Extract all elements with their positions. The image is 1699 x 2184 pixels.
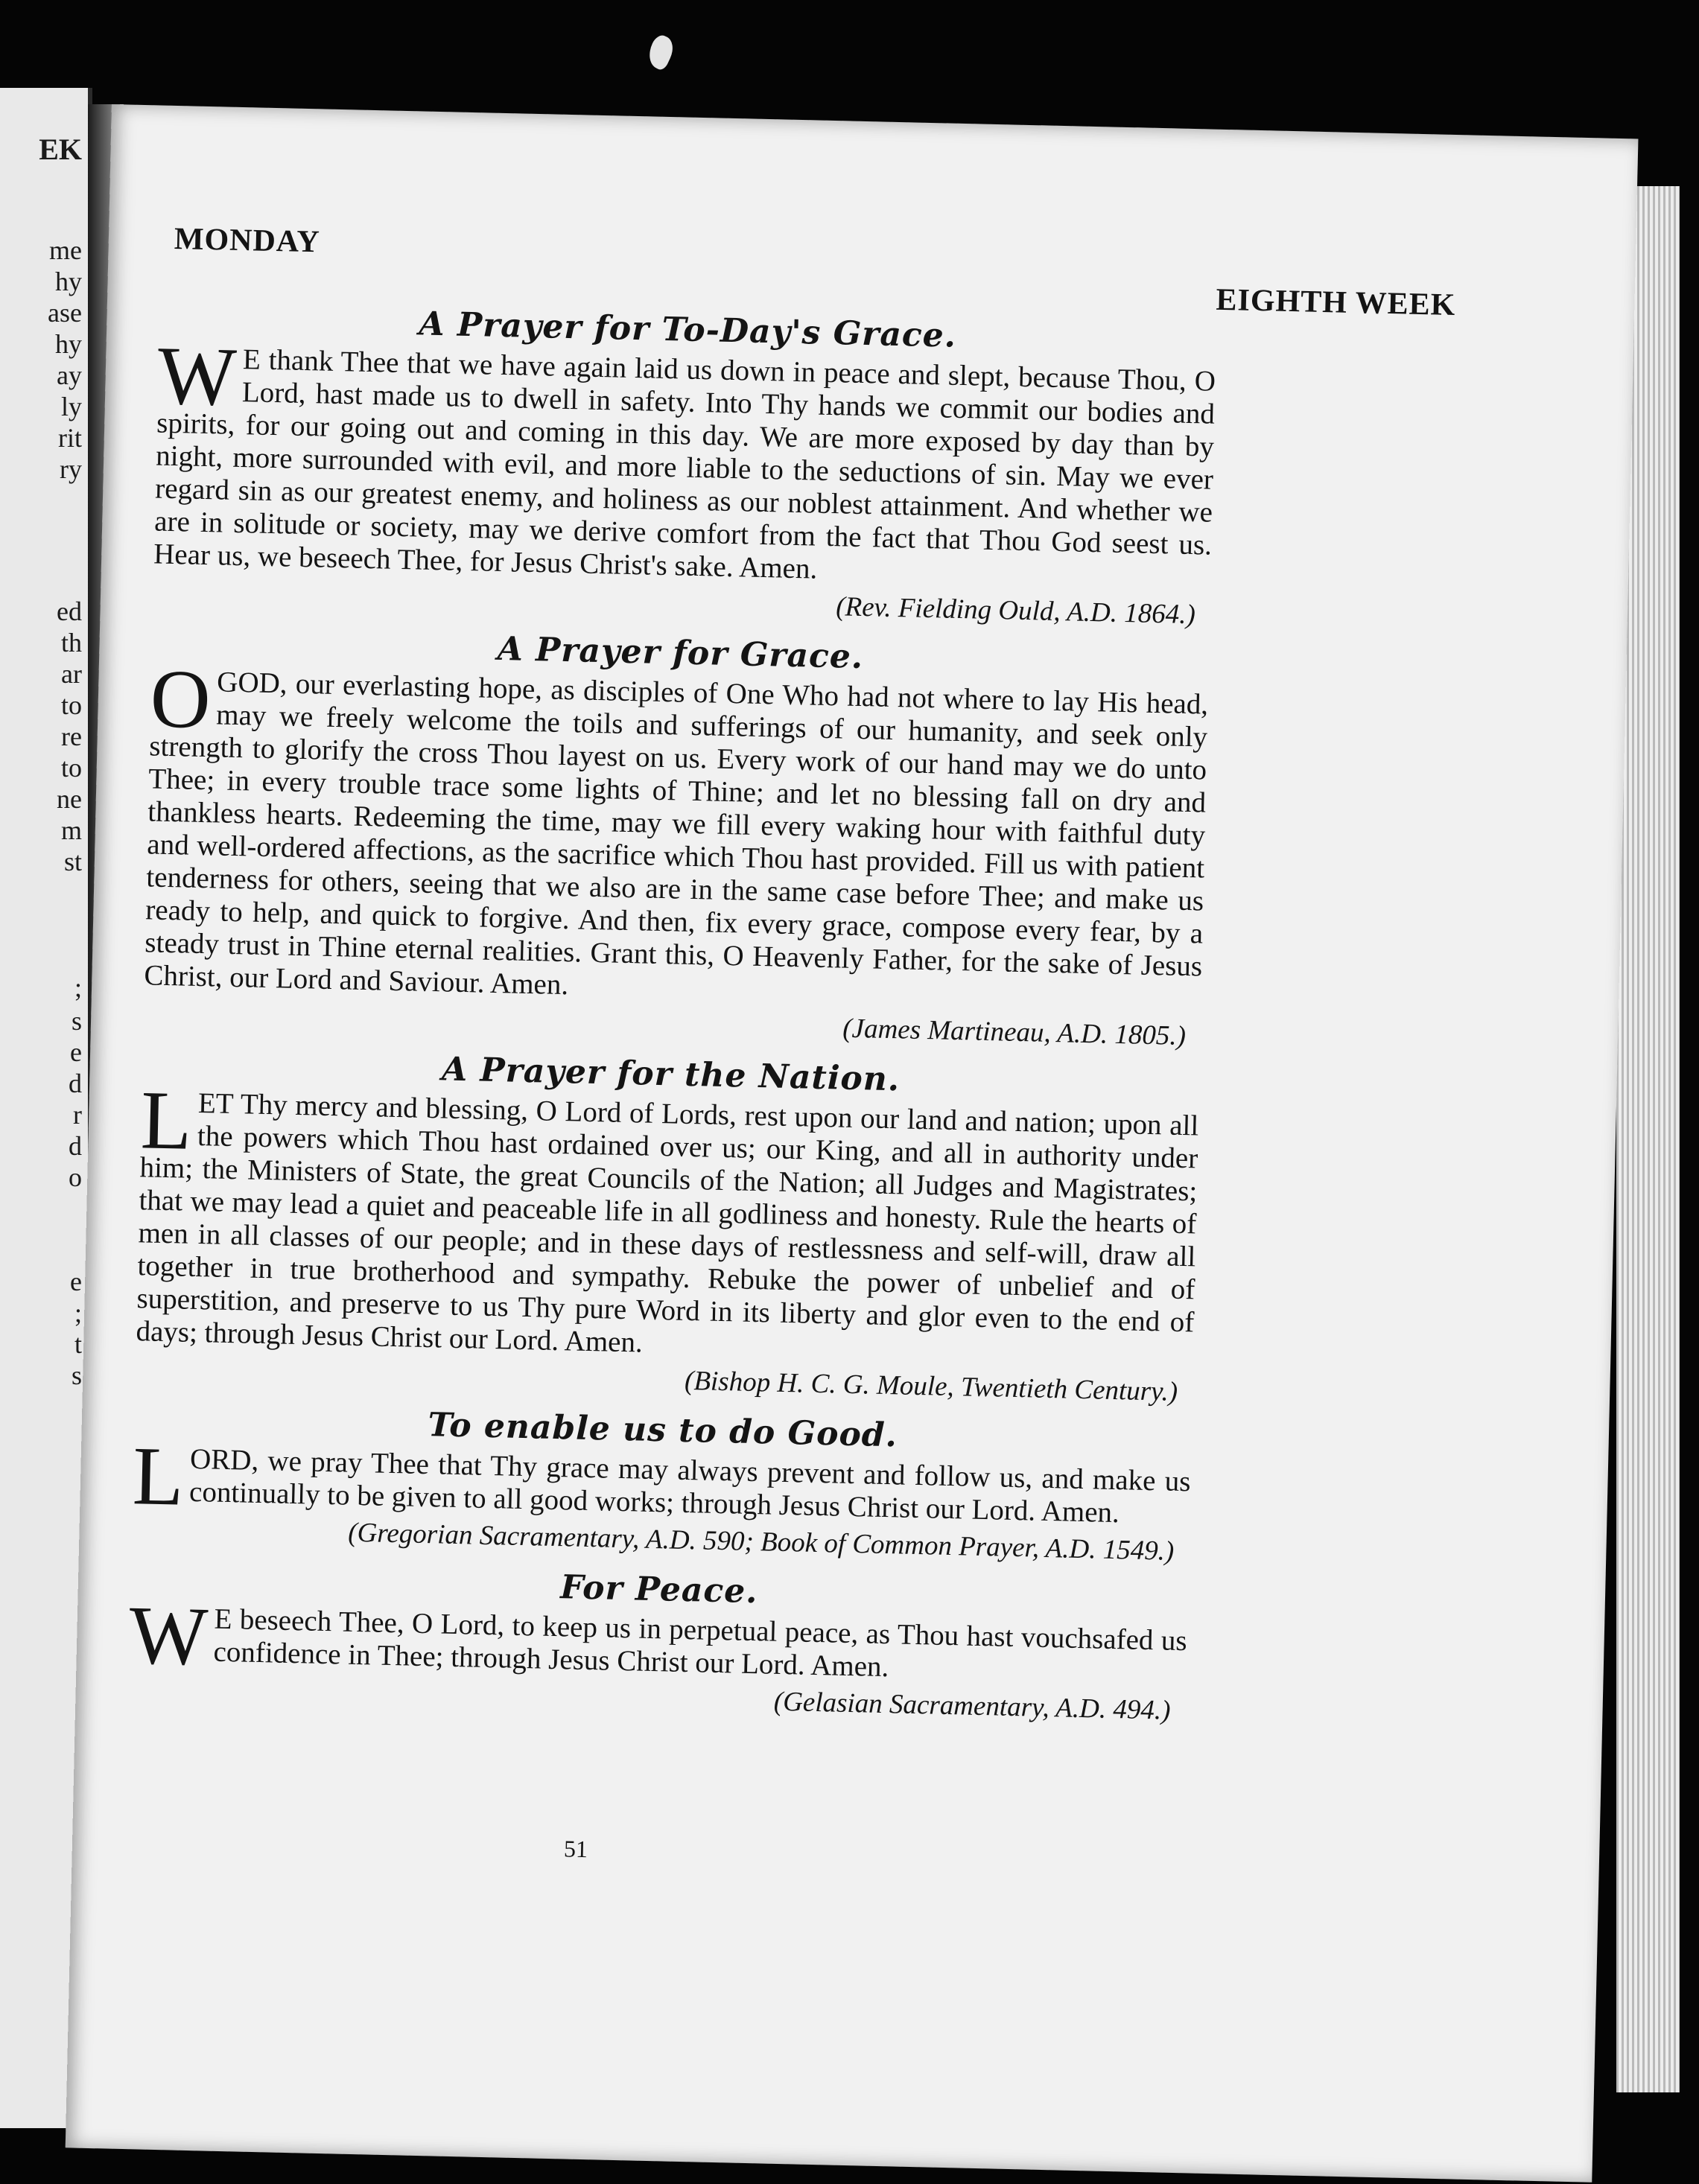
facing-page-text-fragment: e bbox=[70, 1267, 82, 1296]
facing-page-text-fragment: th bbox=[60, 628, 82, 658]
running-head-week: EIGHTH WEEK bbox=[1216, 282, 1456, 322]
facing-page-text-fragment: ar bbox=[61, 659, 82, 689]
prayer-attribution: (Gelasian Sacramentary, A.D. 494.) bbox=[773, 1686, 1171, 1726]
drop-cap: L bbox=[131, 1430, 185, 1524]
prayer-title: For Peace. bbox=[559, 1568, 759, 1611]
running-head-day: MONDAY bbox=[174, 221, 321, 260]
facing-page-text-fragment: st bbox=[63, 847, 82, 876]
drop-cap: W bbox=[127, 1589, 209, 1684]
facing-page-text-fragment: ly bbox=[60, 392, 82, 421]
facing-page-text-fragment: ase bbox=[48, 298, 82, 328]
facing-page-text-fragment: to bbox=[60, 753, 82, 783]
prayer-title: A Prayer for To-Day's Grace. bbox=[419, 305, 957, 355]
facing-page-text-fragment: re bbox=[61, 722, 82, 751]
prayer-do-good bbox=[131, 1399, 1192, 1567]
prayer-body: GOD, our everlasting hope, as disciples of One Who had not where to lay His head, may we freely welcome the toils and sufferings of our humanity, and seek only strength to glorify the cross Thou layest on us. Every work of our hand may we do unto Thee; in every trouble trace some lights of Thine; and let no blessing fall on dry and thankless hearts. Redeeming the time, may we fill every waking hour with faithful duty and well-ordered affections, as the sacrifice which Thou hast provided. Fill us with patient tenderness for others, seeing that we also are in the same case before Thee; and make us ready to help, and quick to forgive. And then, fix every grace, compose every fear, by a steady trust in Thine eternal realities. Grant this, O Heavenly Father, for the sake of Jesus Christ, our Lord and Saviour. Amen. bbox=[143, 666, 1209, 1002]
facing-page-text-fragment: ry bbox=[60, 454, 82, 484]
prayer-attribution: (Gregorian Sacramentary, A.D. 590; Book of Common Prayer, A.D. 1549.) bbox=[347, 1517, 1175, 1567]
facing-page-text-fragment: to bbox=[60, 690, 82, 720]
facing-page-text-fragment: ed bbox=[57, 596, 82, 626]
prayer-title: A Prayer for Grace. bbox=[497, 629, 864, 677]
facing-page-text-fragment: hy bbox=[55, 267, 82, 296]
drop-cap: O bbox=[149, 652, 212, 747]
facing-page-text-fragment: ; bbox=[74, 972, 82, 1002]
prayer-todays-grace bbox=[153, 299, 1217, 631]
prayer-attribution: (James Martineau, A.D. 1805.) bbox=[842, 1013, 1187, 1052]
facing-page-text-fragment: s bbox=[71, 1006, 82, 1036]
facing-page-text-fragment: e bbox=[70, 1037, 82, 1067]
facing-page-text-fragment: hy bbox=[55, 329, 82, 359]
facing-page-text-fragment: EK bbox=[39, 134, 82, 165]
facing-page-text-fragment: t bbox=[74, 1329, 82, 1359]
prayer-peace bbox=[127, 1559, 1188, 1727]
facing-page-text-fragment: ay bbox=[57, 360, 82, 390]
prayer-grace bbox=[143, 622, 1210, 1052]
facing-page-text-fragment: s bbox=[71, 1360, 82, 1390]
facing-page-text-fragment: ; bbox=[74, 1298, 82, 1328]
prayer-body: ORD, we pray Thee that Thy grace may always prevent and follow us, and make us continually to be given to all good works; through Jesus Christ our Lord. Amen. bbox=[188, 1442, 1191, 1529]
facing-page-text-fragment: d bbox=[69, 1069, 82, 1098]
page-number: 51 bbox=[563, 1835, 588, 1863]
facing-page-text-fragment: m bbox=[60, 815, 82, 845]
prayer-body: E thank Thee that we have again laid us down in peace and slept, because Thou, O Lord, hast made us to dwell in safety. Into Thy hands we commit our bodies and spirits, for our going out and coming in this day. We are more exposed by day than by night, more surrounded with evil, and more liable to the seductions of sin. May we ever regard sin as our greatest enemy, and holiness as our noblest attainment. And whether we are in solitude or society, may we derive comfort from the fact that Thou God seest us. Hear us, we beseech Thee, for Jesus Christ's sake. Amen. bbox=[153, 343, 1216, 585]
facing-page-text-fragment: ne bbox=[57, 784, 82, 814]
scan-mark bbox=[644, 33, 678, 72]
prayer-nation bbox=[135, 1043, 1200, 1408]
facing-page-text-fragment: o bbox=[69, 1162, 82, 1192]
facing-page-text-fragment: rit bbox=[58, 423, 82, 453]
facing-page-text-fragment: me bbox=[49, 235, 82, 265]
drop-cap: W bbox=[156, 329, 238, 424]
prayer-body: E beseech Thee, O Lord, to keep us in perpetual peace, as Thou hast vouchsafed us confidence in Thee; through Jesus Christ our Lord. Amen. bbox=[213, 1602, 1188, 1684]
drop-cap: L bbox=[139, 1074, 193, 1168]
prayer-attribution: (Rev. Fielding Ould, A.D. 1864.) bbox=[835, 591, 1196, 631]
facing-page-text-fragment: d bbox=[69, 1131, 82, 1161]
facing-page-text-fragment: r bbox=[73, 1100, 82, 1130]
book-page bbox=[66, 104, 1639, 2183]
prayer-title: A Prayer for the Nation. bbox=[441, 1050, 901, 1099]
prayer-list bbox=[127, 299, 1217, 1742]
prayer-body: ET Thy mercy and blessing, O Lord of Lords, rest upon our land and nation; upon all the powers which Thou hast ordained over us; our King, and all in authority under him; the Ministers of State, the great Councils of the Nation; all Judges and Magistrates; that we may lead a quiet and peaceable life in all godliness and honesty. Rule the hearts of men in all classes of our people; and in these days of restlessness and self-will, draw all together in true brotherhood and sympathy. Rebuke the power of unbelief and of superstition, and preserve to us Thy pure Word in its liberty and glor even to the end of days; through Jesus Christ our Lord. Amen. bbox=[136, 1086, 1199, 1359]
prayer-attribution: (Bishop H. C. G. Moule, Twentieth Century.) bbox=[684, 1365, 1178, 1407]
prayer-title: To enable us to do Good. bbox=[428, 1406, 898, 1455]
